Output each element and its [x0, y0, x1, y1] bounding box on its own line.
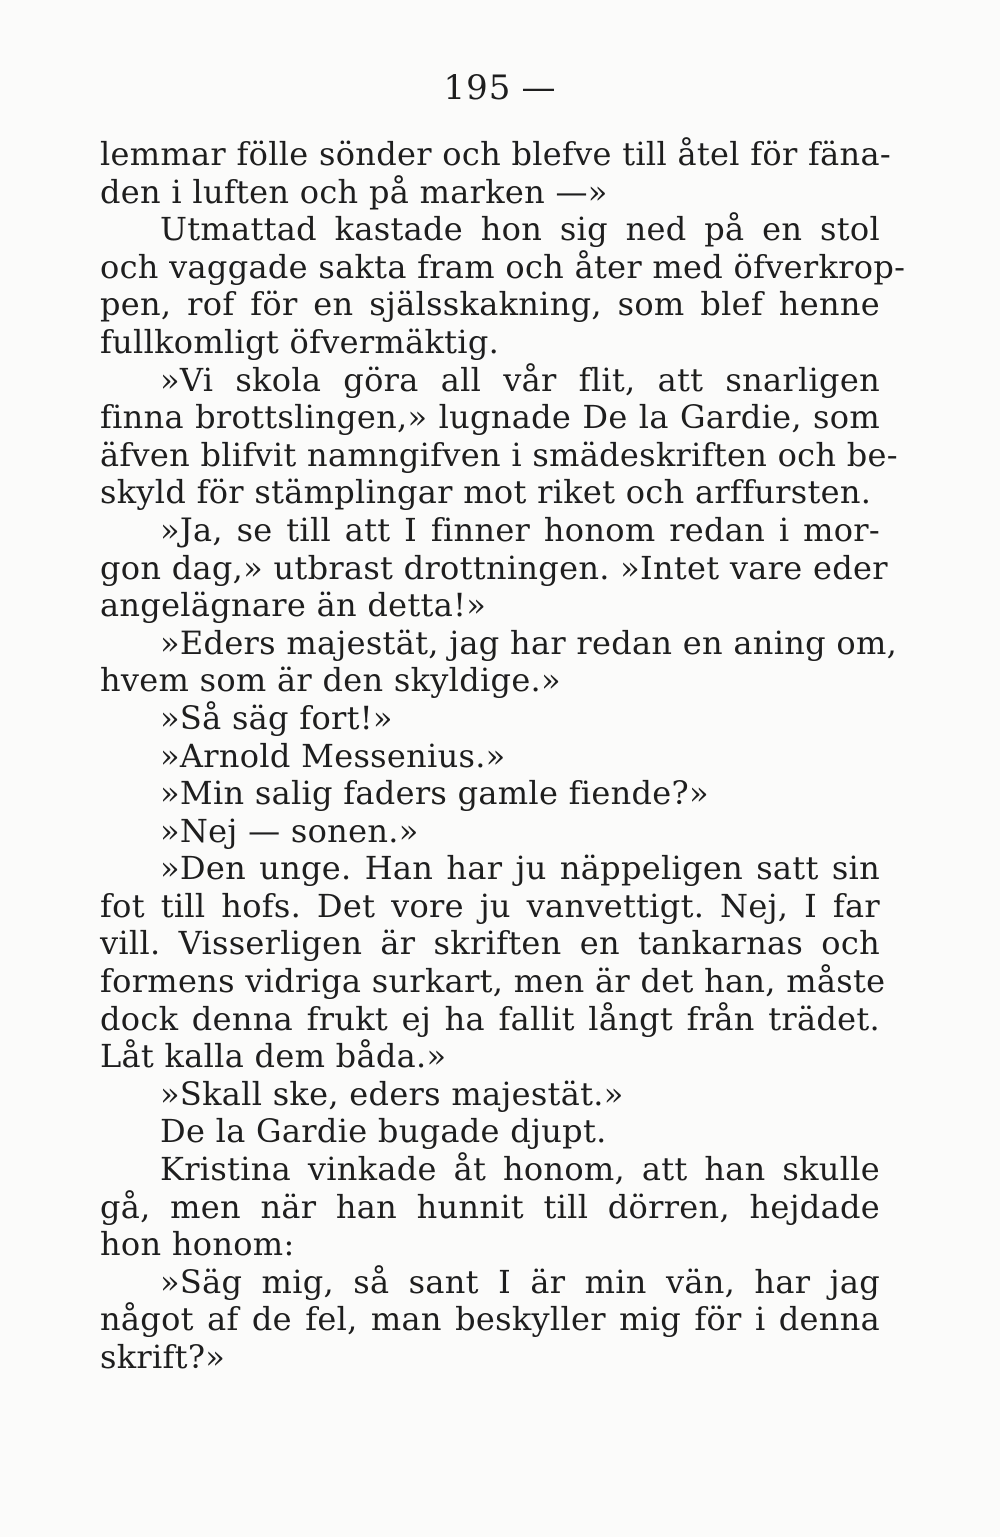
- text-line: »Min salig faders gamle fiende?»: [160, 774, 709, 813]
- text-line: fullkomligt öfvermäktig.: [100, 322, 500, 361]
- text-line: »Så säg fort!»: [160, 698, 393, 737]
- text-line: De la Gardie bugade djupt.: [160, 1112, 607, 1151]
- text-line: och vaggade sakta fram och åter med öfverkrop-: [100, 247, 906, 286]
- text-line: skrift?»: [100, 1338, 226, 1376]
- text-line: »Eders majestät, jag har redan en aning om,: [160, 623, 898, 662]
- text-line: fot till hofs. Det vore ju vanvettigt. Nej, I far: [100, 886, 880, 925]
- text-line: angelägnare än detta!»: [100, 586, 487, 625]
- text-line: »Vi skola göra all vår flit, att snarligen: [160, 360, 880, 399]
- text-line: något af de fel, man beskyller mig för i denna: [100, 1300, 880, 1339]
- text-line: Kristina vinkade åt honom, att han skulle: [160, 1150, 880, 1189]
- text-line: den i luften och på marken —»: [100, 172, 608, 211]
- text-line: dock denna frukt ej ha fallit långt från trädet.: [100, 999, 880, 1038]
- page-number: 195: [443, 68, 512, 108]
- text-line: »Den unge. Han har ju näppeligen satt sin: [160, 849, 880, 888]
- text-line: pen, rof för en själsskakning, som blef henne: [100, 285, 880, 324]
- text-line: formens vidriga surkart, men är det han, måste: [100, 962, 886, 1001]
- text-line: »Skall ske, eders majestät.»: [160, 1074, 624, 1113]
- text-line: hon honom:: [100, 1225, 295, 1264]
- text-line: »Ja, se till att I finner honom redan i mor-: [160, 510, 880, 549]
- text-line: finna brottslingen,» lugnade De la Gardie, som: [100, 398, 880, 437]
- page-header: [0, 68, 1000, 108]
- text-line: vill. Visserligen är skriften en tankarnas och: [100, 924, 880, 963]
- text-line: »Arnold Messenius.»: [160, 736, 506, 775]
- text-line: äfven blifvit namngifven i smädeskriften och be-: [100, 435, 898, 474]
- text-line: Låt kalla dem båda.»: [100, 1037, 447, 1076]
- text-line: lemmar fölle sönder och blefve till åtel för fäna-: [100, 135, 891, 173]
- body-text: [100, 135, 906, 1377]
- text-line: »Nej — sonen.»: [160, 811, 419, 850]
- header-dash: —: [521, 68, 557, 108]
- text-line: gon dag,» utbrast drottningen. »Intet vare eder: [100, 548, 888, 587]
- text-line: gå, men när han hunnit till dörren, hejdade: [100, 1187, 880, 1226]
- text-line: hvem som är den skyldige.»: [100, 661, 561, 700]
- text-line: skyld för stämplingar mot riket och arffursten.: [100, 473, 872, 512]
- text-line: »Säg mig, så sant I är min vän, har jag: [160, 1262, 880, 1301]
- text-line: Utmattad kastade hon sig ned på en stol: [160, 210, 880, 249]
